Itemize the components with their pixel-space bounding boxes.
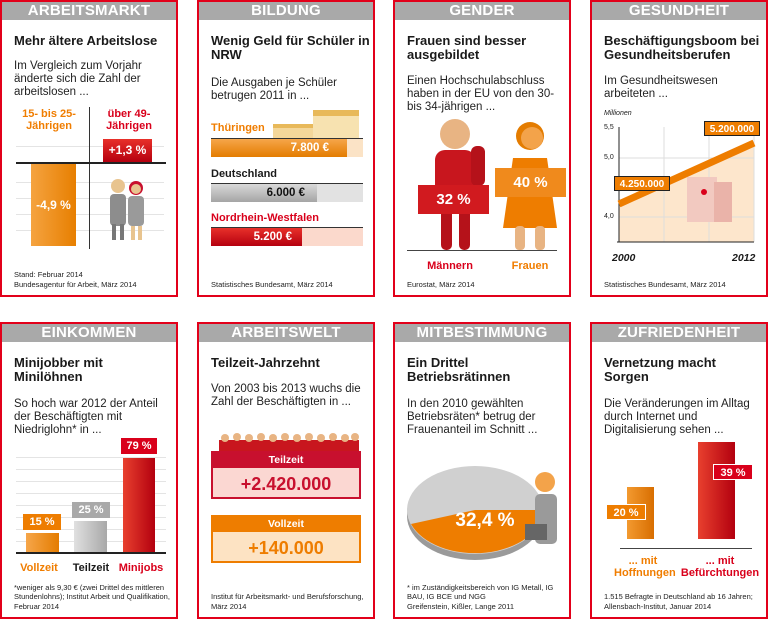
card-bildung: [197, 0, 375, 297]
bar-label: ... mit Befürchtungen: [680, 555, 760, 579]
footnote: * im Zuständigkeitsbereich von IG Metall, IG BAU, IG BCE und NGG Greifenstein, Kißler, Lange 2011: [407, 582, 554, 611]
vollzeit-label: Vollzeit: [213, 517, 359, 532]
bar-minijobs: [123, 458, 155, 552]
source: Statistisches Bundesamt, März 2014: [211, 279, 333, 289]
bar-value: 15 %: [23, 514, 61, 530]
bar-label: Teilzeit: [72, 562, 110, 574]
teilzeit-value: +2.420.000: [240, 474, 332, 494]
teilzeit-box: [211, 451, 361, 499]
source: Eurostat, März 2014: [407, 279, 475, 289]
card-title: Beschäftigungsboom bei Gesundheitsberufen: [604, 33, 760, 62]
card-arbeitswelt: [197, 322, 375, 619]
category-header: GESUNDHEIT: [592, 2, 766, 20]
category-header: ARBEITSWELT: [199, 324, 373, 342]
bar-value: 39 %: [713, 464, 753, 480]
bar-value: 6.000 €: [211, 184, 317, 202]
bar-label: Thüringen: [211, 122, 265, 134]
source: Statistisches Bundesamt, März 2014: [604, 279, 726, 289]
category-header: GENDER: [395, 2, 569, 20]
pie-value: 32,4 %: [455, 510, 515, 531]
bar-vollzeit: [26, 533, 59, 552]
source: 1.515 Befragte in Deutschland ab 16 Jahren; Allensbach-Institut, Januar 2014: [604, 592, 753, 611]
bar-label: Minijobs: [118, 562, 164, 574]
x-tick: 2000: [612, 252, 636, 264]
bar-label: Vollzeit: [20, 562, 58, 574]
category-header: EINKOMMEN: [2, 324, 176, 342]
card-einkommen: [0, 322, 178, 619]
x-tick: 2012: [732, 252, 756, 264]
money-stack-icon: [269, 104, 364, 140]
card-text: Die Veränderungen im Alltag durch Internet und Digitalisierung sehen ...: [604, 398, 750, 436]
card-text: Im Gesundheitswesen arbeiteten ...: [604, 75, 718, 100]
label-men: Männern: [427, 260, 473, 272]
y-tick: 5,0: [604, 154, 614, 161]
bar-value: 5.200 €: [211, 228, 302, 246]
bar-value: 79 %: [121, 438, 157, 454]
card-text: So hoch war 2012 der Anteil der Beschäftigten mit Niedriglohn* in ...: [14, 398, 158, 436]
category-header: ZUFRIEDENHEIT: [592, 324, 766, 342]
category-header: BILDUNG: [199, 2, 373, 20]
card-mitbestimmung: [393, 322, 571, 619]
footnote: *weniger als 9,30 € (zwei Drittel des mittleren Stundenlohns); Institut Arbeit und Qualifikation, Februar 2014: [14, 582, 170, 611]
card-text: In den 2010 gewählten Betriebsräten* betrug der Frauenanteil im Schnitt ...: [407, 398, 538, 436]
value-men: 32 %: [418, 185, 489, 214]
value-old: +1,3 %: [103, 139, 152, 162]
crowd-icon: [219, 432, 359, 452]
card-title: Ein Drittel Betriebsrätinnen: [407, 355, 511, 384]
bar-value: 20 %: [606, 504, 646, 520]
bar-label: Nordrhein-Westfalen: [211, 212, 319, 224]
source: Stand: Februar 2014 Bundesagentur für Arbeit, März 2014: [14, 270, 137, 289]
unit-label: Millionen: [604, 110, 632, 117]
vollzeit-box: [211, 515, 361, 563]
bar-teilzeit: [74, 521, 107, 552]
card-gender: [393, 0, 571, 297]
bar-befuerchtungen: [698, 442, 735, 539]
card-zufriedenheit: [590, 322, 768, 619]
card-title: Teilzeit-Jahrzehnt: [211, 355, 320, 370]
bar-value: 25 %: [72, 502, 110, 518]
card-arbeitsmarkt: [0, 0, 178, 297]
bar-label: ... mit Hoffnungen: [614, 555, 676, 579]
card-text: Von 2003 bis 2013 wuchs die Zahl der Beschäftigten in ...: [211, 383, 361, 408]
end-value: 5.200.000: [704, 121, 760, 136]
teilzeit-label: Teilzeit: [213, 453, 359, 468]
bar-value: 7.800 €: [211, 139, 347, 157]
card-title: Minijobber mit Minilöhnen: [14, 355, 103, 384]
card-title: Mehr ältere Arbeitslose: [14, 33, 158, 48]
start-value: 4.250.000: [614, 176, 670, 191]
people-figures-icon: [106, 178, 150, 242]
card-text: Im Vergleich zum Vorjahr änderte sich die Zahl der arbeitslosen ...: [14, 60, 142, 98]
bar-label: Deutschland: [211, 168, 278, 180]
card-gesundheit: [590, 0, 768, 297]
y-tick: 5,5: [604, 124, 614, 131]
value-women: 40 %: [495, 168, 566, 197]
card-text: Die Ausgaben je Schüler betrugen 2011 in ...: [211, 77, 337, 102]
y-tick: 4,0: [604, 213, 614, 220]
category-header: ARBEITSMARKT: [2, 2, 176, 20]
card-title: Frauen sind besser ausgebildet: [407, 33, 527, 62]
source: Institut für Arbeitsmarkt- und Berufsforschung, März 2014: [211, 592, 364, 611]
vollzeit-value: +140.000: [248, 538, 324, 558]
card-text: Einen Hochschulabschluss haben in der EU von den 30- bis 34-jährigen ...: [407, 75, 555, 113]
group-label-young: 15- bis 25-Jährigen: [22, 108, 76, 132]
card-title: Vernetzung macht Sorgen: [604, 355, 716, 384]
card-title: Wenig Geld für Schüler in NRW: [211, 33, 370, 62]
value-young: -4,9 %: [31, 164, 76, 246]
label-women: Frauen: [511, 260, 549, 272]
group-label-old: über 49-Jährigen: [106, 108, 152, 132]
pie-chart: [395, 444, 571, 564]
category-header: MITBESTIMMUNG: [395, 324, 569, 342]
